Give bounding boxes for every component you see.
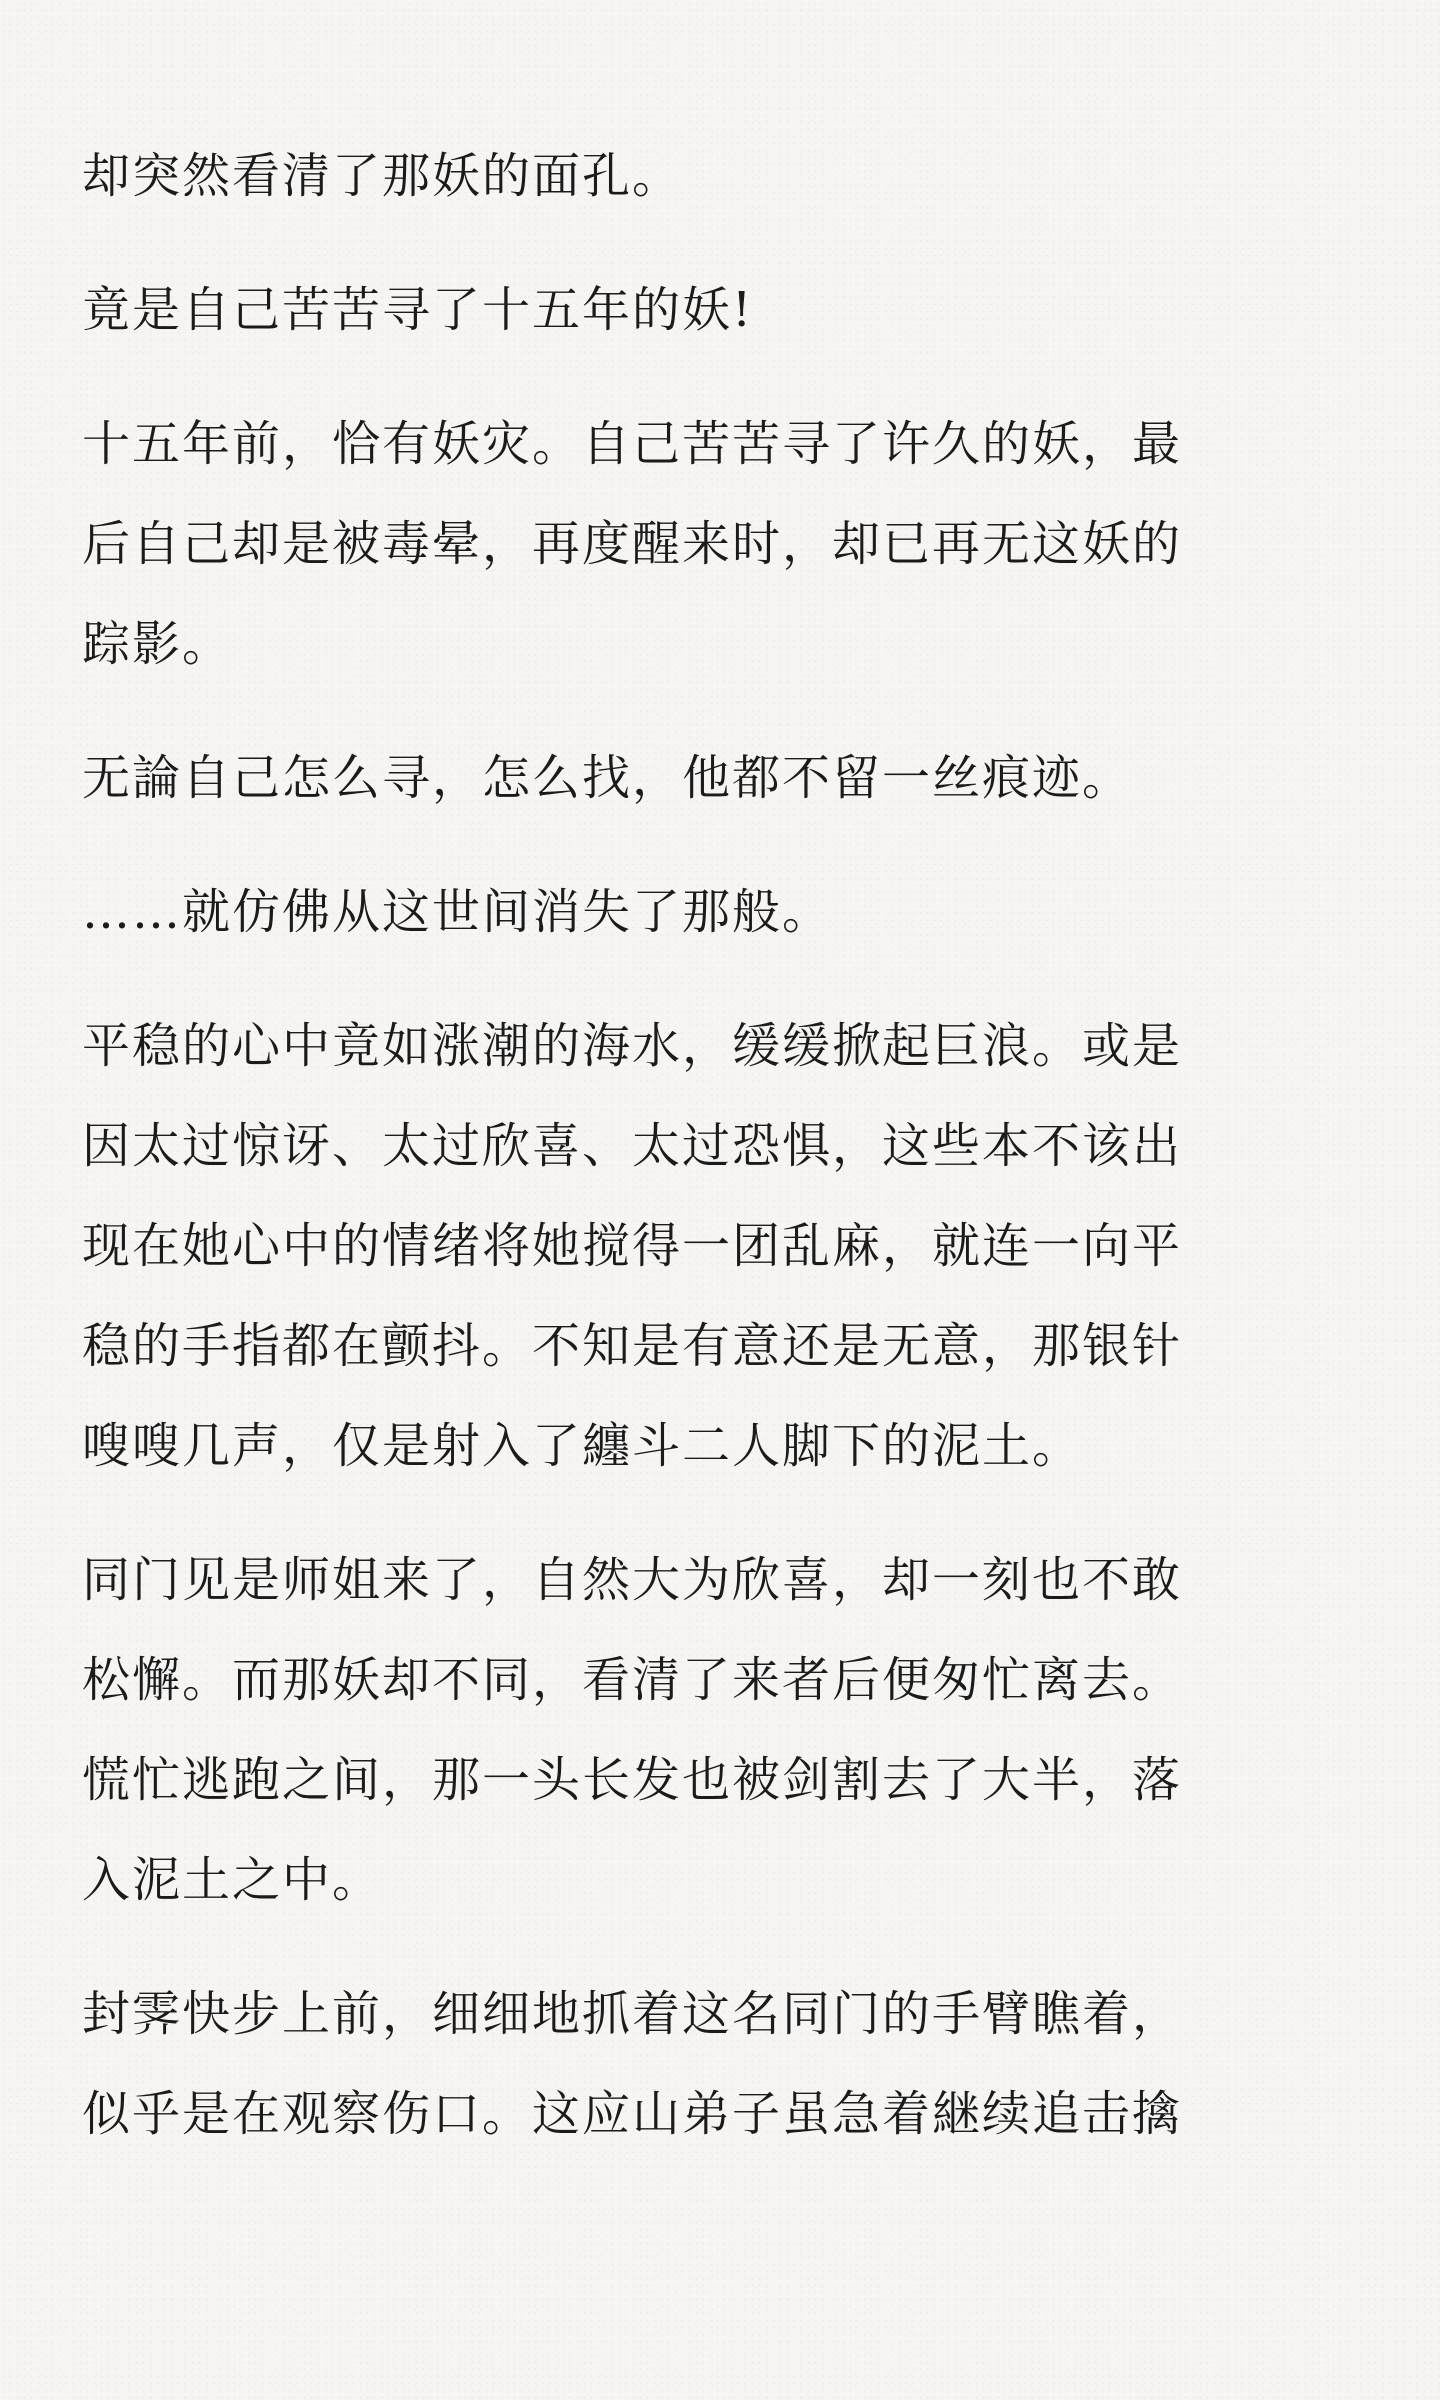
text-line: 同门见是师姐来了，自然大为欣喜，却一刻也不敢 [82, 1552, 1183, 1608]
text-line: 平稳的心中竟如涨潮的海水，缓缓掀起巨浪。或是 [82, 1018, 1183, 1074]
text-line: 入泥土之中。 [82, 1852, 383, 1908]
paragraph-2 [82, 260, 1354, 360]
text-line: 无論自己怎么寻，怎么找，他都不留一丝痕迹。 [82, 750, 1133, 806]
paragraph-3 [82, 394, 1354, 694]
text-line: 封霁快步上前，细细地抓着这名同门的手臂瞧着， [82, 1986, 1183, 2042]
text-line: 却突然看清了那妖的面孔。 [82, 148, 683, 204]
text-line: 后自己却是被毒晕，再度醒来时，却已再无这妖的 [82, 516, 1183, 572]
paragraph-1 [82, 126, 1354, 226]
paragraph-4 [82, 728, 1354, 828]
text-line: 踪影。 [82, 616, 233, 672]
text-line: 似乎是在观察伤口。这应山弟子虽急着継续追击擒 [82, 2086, 1183, 2142]
text-line: 松懈。而那妖却不同，看清了来者后便匆忙离去。 [82, 1652, 1183, 1708]
text-line: 慌忙逃跑之间，那一头长发也被剑割去了大半，落 [82, 1752, 1183, 1808]
text-line: ……就仿佛从这世间消失了那般。 [82, 884, 833, 940]
paragraph-8 [82, 1964, 1354, 2164]
paragraph-5 [82, 862, 1354, 962]
text-line: 十五年前，恰有妖灾。自己苦苦寻了许久的妖，最 [82, 416, 1183, 472]
document-body [82, 126, 1354, 2198]
text-line: 因太过惊讶、太过欣喜、太过恐惧，这些本不该出 [82, 1118, 1183, 1174]
text-line: 竟是自己苦苦寻了十五年的妖! [82, 282, 754, 338]
text-line: 嗖嗖几声，仅是射入了纏斗二人脚下的泥土。 [82, 1418, 1083, 1474]
text-line: 稳的手指都在颤抖。不知是有意还是无意，那银针 [82, 1318, 1183, 1374]
text-line: 现在她心中的情绪将她搅得一团乱麻，就连一向平 [82, 1218, 1183, 1274]
paragraph-6 [82, 996, 1354, 1496]
paragraph-7 [82, 1530, 1354, 1930]
